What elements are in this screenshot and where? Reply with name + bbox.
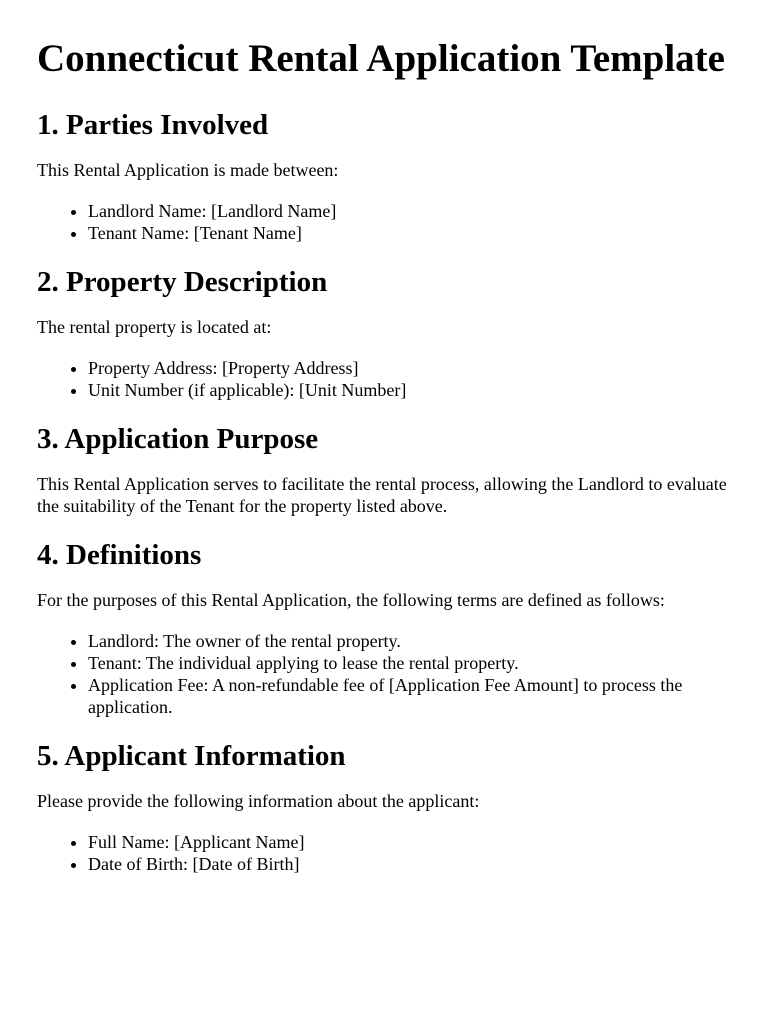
list-item: • Tenant Name: [Tenant Name] <box>88 222 734 244</box>
list-item: • Date of Birth: [Date of Birth] <box>88 853 734 875</box>
section-intro: This Rental Application is made between: <box>37 160 339 180</box>
list-item: • Application Fee: A non-refundable fee of [Application Fee Amount] to process the application. <box>88 674 734 718</box>
section-definitions <box>37 538 734 718</box>
section-intro: The rental property is located at: <box>37 317 272 337</box>
list-item: • Tenant: The individual applying to lease the rental property. <box>88 652 734 674</box>
section-intro: This Rental Application serves to facilitate the rental process, allowing the Landlord to evaluate the suitability of the Tenant for the property listed above. <box>37 474 727 516</box>
section-list <box>37 831 734 875</box>
section-heading: 5. Applicant Information <box>37 740 346 772</box>
list-item: • Property Address: [Property Address] <box>88 357 734 379</box>
section-list <box>37 357 734 401</box>
section-list <box>37 200 734 244</box>
list-item: • Full Name: [Applicant Name] <box>88 831 734 853</box>
section-heading: 4. Definitions <box>37 539 202 571</box>
section-heading: 1. Parties Involved <box>37 109 269 141</box>
section-application-purpose <box>37 422 734 517</box>
section-intro: For the purposes of this Rental Application, the following terms are defined as follows: <box>37 590 665 610</box>
section-applicant-information <box>37 739 734 875</box>
document-title: Connecticut Rental Application Template <box>37 37 725 80</box>
section-heading: 3. Application Purpose <box>37 423 319 455</box>
list-item: • Landlord Name: [Landlord Name] <box>88 200 734 222</box>
section-parties-involved <box>37 108 734 244</box>
list-item: • Landlord: The owner of the rental property. <box>88 630 734 652</box>
section-heading: 2. Property Description <box>37 266 328 298</box>
section-intro: Please provide the following information about the applicant: <box>37 791 480 811</box>
section-property-description <box>37 265 734 401</box>
list-item: • Unit Number (if applicable): [Unit Number] <box>88 379 734 401</box>
section-list <box>37 630 734 718</box>
